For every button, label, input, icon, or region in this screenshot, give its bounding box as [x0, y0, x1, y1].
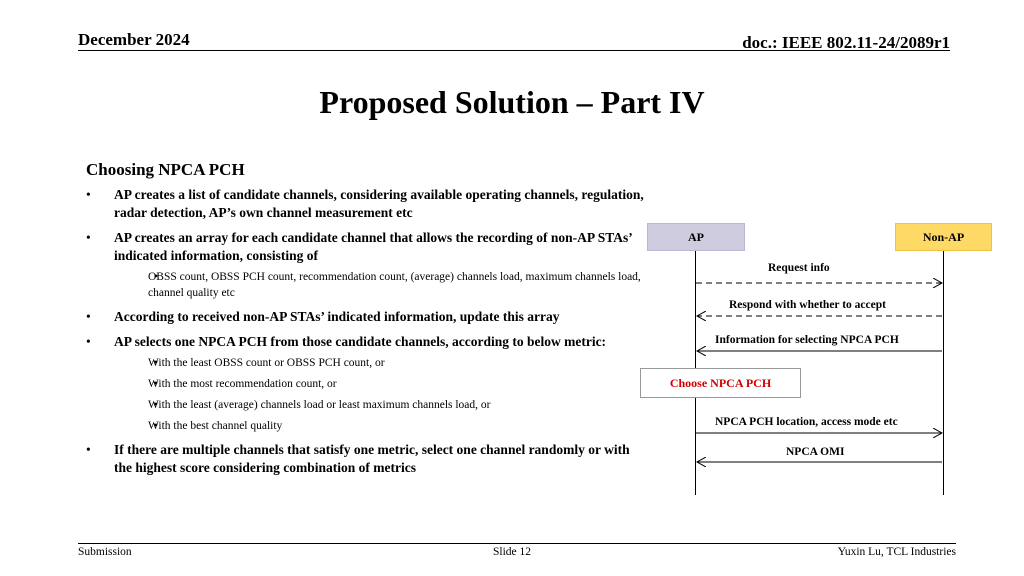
- bullet-text: AP creates an array for each candidate channel that allows the recording of non-AP STAs’ indicated information, consisting of: [114, 230, 632, 263]
- footer-author: Yuxin Lu, TCL Industries: [837, 546, 956, 558]
- respond-label: Respond with whether to accept: [729, 299, 886, 311]
- content-body: [86, 160, 646, 484]
- bullet-item: [86, 333, 646, 434]
- sub-bullet-item: • With the most recommendation count, or: [114, 376, 646, 392]
- nonap-box: Non-AP: [895, 223, 992, 251]
- sequence-diagram: [640, 220, 996, 495]
- footer-slide-number: Slide 12: [492, 546, 531, 558]
- sub-bullet-item: • With the best channel quality: [114, 418, 646, 434]
- header-divider: [78, 50, 950, 51]
- omi-label: NPCA OMI: [786, 446, 845, 458]
- footer-divider: [78, 543, 956, 544]
- bullet-item: • If there are multiple channels that satisfy one metric, select one channel randomly or with the highest score considering combination of metrics: [86, 441, 646, 477]
- bullet-text: AP selects one NPCA PCH from those candidate channels, according to below metric:: [114, 334, 607, 349]
- bullet-list: [86, 186, 646, 477]
- sub-bullet-item: • OBSS count, OBSS PCH count, recommendation count, (average) channels load, maximum channels load, channel quality etc: [114, 269, 646, 301]
- choose-npca-pch-box: Choose NPCA PCH: [640, 368, 801, 398]
- sub-bullet-list: [114, 269, 646, 301]
- sub-bullet-list: [114, 355, 646, 434]
- slide-title: Proposed Solution – Part IV: [319, 84, 705, 120]
- footer-submission: Submission: [78, 546, 132, 558]
- information-label: Information for selecting NPCA PCH: [715, 334, 899, 346]
- section-heading: Choosing NPCA PCH: [86, 160, 245, 179]
- bullet-item: • AP creates a list of candidate channels, considering available operating channels, regulation, radar detection, AP’s own channel measurement etc: [86, 186, 646, 222]
- bullet-item: • According to received non-AP STAs’ indicated information, update this array: [86, 308, 646, 326]
- header-doc-id: doc.: IEEE 802.11-24/2089r1: [742, 33, 950, 52]
- sub-bullet-item: • With the least OBSS count or OBSS PCH count, or: [114, 355, 646, 371]
- ap-box: AP: [647, 223, 745, 251]
- location-label: NPCA PCH location, access mode etc: [715, 416, 898, 428]
- sub-bullet-item: • With the least (average) channels load or least maximum channels load, or: [114, 397, 646, 413]
- header-date: December 2024: [78, 30, 190, 49]
- request-info-label: Request info: [768, 262, 830, 274]
- bullet-item: [86, 229, 646, 301]
